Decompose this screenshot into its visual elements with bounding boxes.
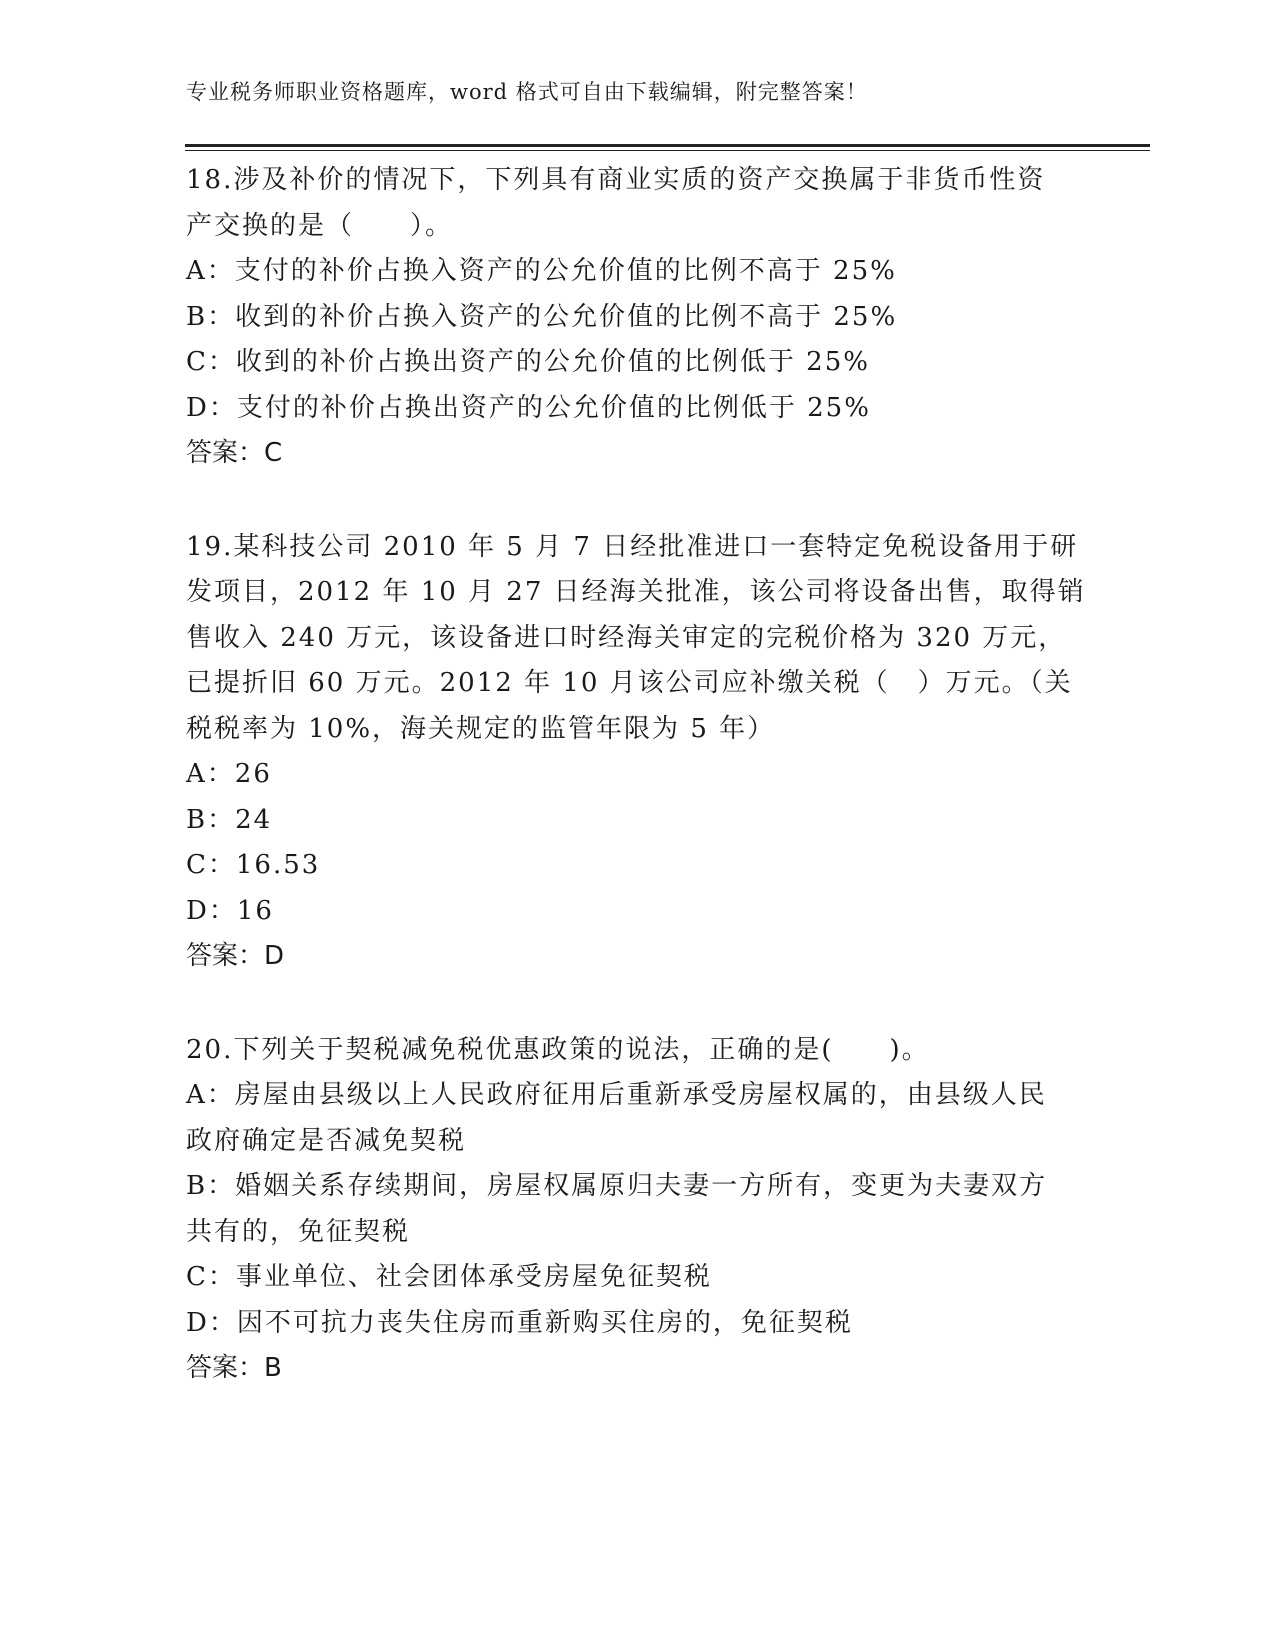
question-18 [186,158,1086,477]
answer-label: 答案：D [186,941,285,971]
question-19 [186,525,1086,980]
question-stem-line: 发项目，2012 年 10 月 27 日经海关批准，该公司将设备出售，取得销 [186,577,1086,607]
question-list [186,158,1086,1392]
option-a-continued: 政府确定是否减免契税 [186,1125,467,1156]
answer-label: 答案：C [186,438,283,468]
question-20 [186,1028,1086,1392]
page-header: 专业税务师职业资格题库，word 格式可自由下载编辑，附完整答案！ [186,80,868,104]
question-stem-line: 20.下列关于契税减免税优惠政策的说法，正确的是( )。 [186,1034,930,1065]
option-d: D：支付的补价占换出资产的公允价值的比例低于 25% [186,392,871,423]
question-stem-line: 售收入 240 万元，该设备进口时经海关审定的完税价格为 320 万元， [186,622,1067,653]
question-spacer [186,477,1086,525]
header-divider [185,144,1150,147]
option-b: B：收到的补价占换入资产的公允价值的比例不高于 25% [186,301,898,332]
question-spacer [186,980,1086,1028]
option-a: A：支付的补价占换入资产的公允价值的比例不高于 25% [186,256,897,286]
option-c: C：收到的补价占换出资产的公允价值的比例低于 25% [186,347,870,377]
option-b: B：婚姻关系存续期间，房屋权属原归夫妻一方所有，变更为夫妻双方 [186,1171,1048,1201]
option-a: A：26 [186,759,272,789]
option-b: B：24 [186,804,273,835]
option-d: D：因不可抗力丧失住房而重新购买住房的，免征契税 [186,1307,853,1338]
question-stem-line: 税税率为 10%，海关规定的监管年限为 5 年） [186,713,776,744]
option-c: C：16.53 [186,850,321,880]
option-c: C：事业单位、社会团体承受房屋免征契税 [186,1262,712,1292]
question-stem-line: 18.涉及补价的情况下，下列具有商业实质的资产交换属于非货币性资 [186,165,1046,195]
option-d: D：16 [186,895,274,926]
question-stem-line: 19.某科技公司 2010 年 5 月 7 日经批准进口一套特定免税设备用于研 [186,531,1079,562]
option-a: A：房屋由县级以上人民政府征用后重新承受房屋权属的，由县级人民 [186,1080,1047,1110]
option-b-continued: 共有的，免征契税 [186,1216,411,1247]
header-divider-thin [185,150,1150,151]
question-stem-line: 已提折旧 60 万元。2012 年 10 月该公司应补缴关税（ ）万元。（关 [186,668,1073,698]
answer-label: 答案：B [186,1353,282,1383]
question-stem-line: 产交换的是（ ）。 [186,210,454,241]
